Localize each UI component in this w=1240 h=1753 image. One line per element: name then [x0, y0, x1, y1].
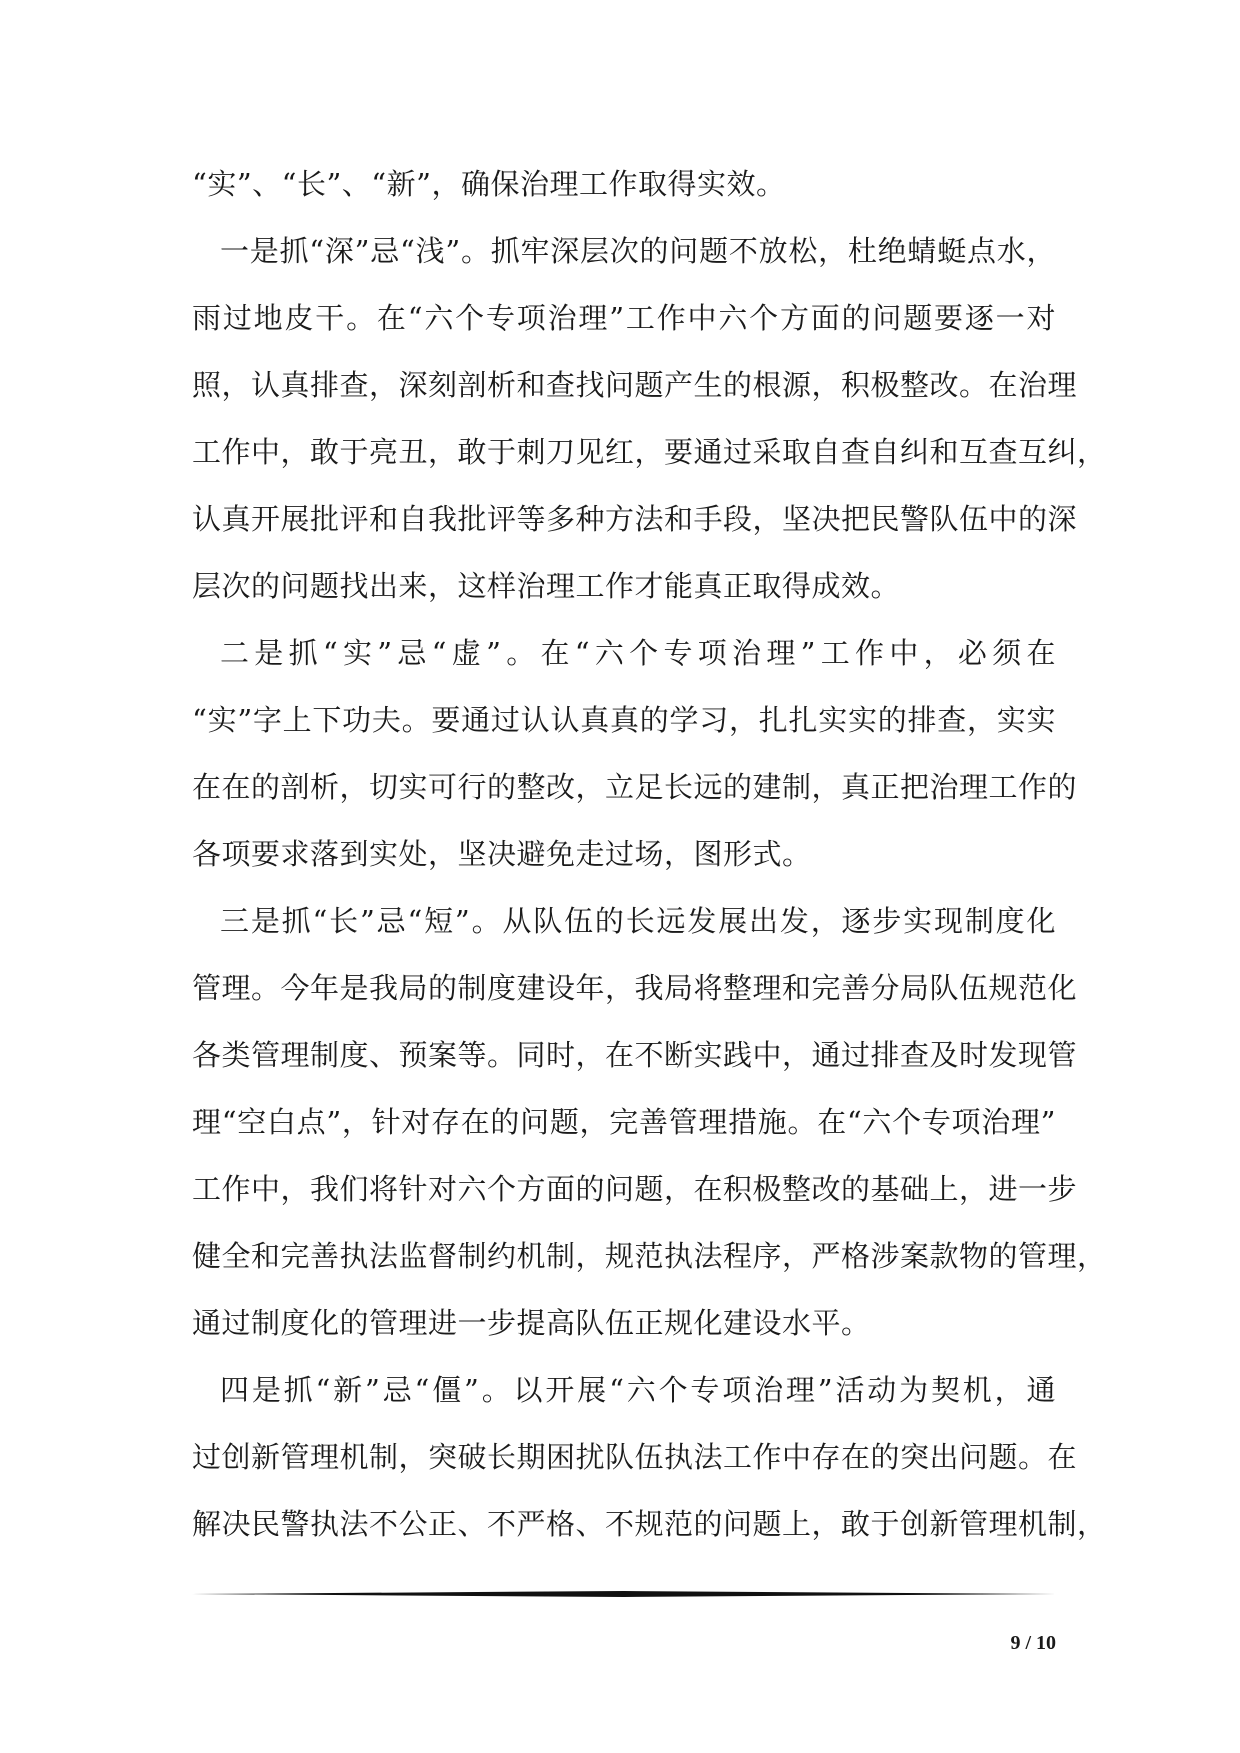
text-line: 理“空白点”，针对存在的问题，完善管理措施。在“六个专项治理” — [192, 1105, 1056, 1139]
text-line: 管理。今年是我局的制度建设年，我局将整理和完善分局队伍规范化 — [192, 971, 1078, 1005]
text-line: “实”字上下功夫。要通过认认真真的学习，扎扎实实的排查，实实 — [192, 703, 1056, 737]
text-line: 健全和完善执法监督制约机制，规范执法程序，严格涉案款物的管理， — [192, 1239, 1107, 1273]
text-line: 解决民警执法不公正、不严格、不规范的问题上，敢于创新管理机制， — [192, 1507, 1107, 1541]
text-line: 工作中，我们将针对六个方面的问题，在积极整改的基础上，进一步 — [192, 1172, 1078, 1206]
text-line: 层次的问题找出来，这样治理工作才能真正取得成效。 — [192, 569, 901, 603]
paragraph-start-line: 一是抓“深”忌“浅”。抓牢深层次的问题不放松，杜绝蜻蜓点水， — [220, 234, 1056, 268]
text-line: 各类管理制度、预案等。同时，在不断实践中，通过排查及时发现管 — [192, 1038, 1078, 1072]
paragraph-start-line: 二是抓“实”忌“虚”。在“六个专项治理”工作中，必须在 — [220, 636, 1056, 670]
text-line: “实”、“长”、“新”，确保治理工作取得实效。 — [192, 167, 786, 201]
page-number: 9 / 10 — [1010, 1632, 1056, 1654]
paragraph-start-line: 四是抓“新”忌“僵”。以开展“六个专项治理”活动为契机，通 — [220, 1373, 1056, 1407]
text-line: 认真开展批评和自我批评等多种方法和手段，坚决把民警队伍中的深 — [192, 502, 1078, 536]
text-line: 过创新管理机制，突破长期困扰队伍执法工作中存在的突出问题。在 — [192, 1440, 1078, 1474]
text-line: 雨过地皮干。在“六个专项治理”工作中六个方面的问题要逐一对 — [192, 301, 1056, 335]
text-line: 各项要求落到实处，坚决避免走过场，图形式。 — [192, 837, 812, 871]
text-line: 工作中，敢于亮丑，敢于刺刀见红，要通过采取自查自纠和互查互纠， — [192, 435, 1107, 469]
paragraph-start-line: 三是抓“长”忌“短”。从队伍的长远发展出发，逐步实现制度化 — [220, 904, 1056, 938]
text-line: 在在的剖析，切实可行的整改，立足长远的建制，真正把治理工作的 — [192, 770, 1078, 804]
footer-divider — [192, 1591, 1056, 1597]
text-line: 照，认真排查，深刻剖析和查找问题产生的根源，积极整改。在治理 — [192, 368, 1078, 402]
document-body — [192, 158, 1107, 1565]
text-line: 通过制度化的管理进一步提高队伍正规化建设水平。 — [192, 1306, 871, 1340]
